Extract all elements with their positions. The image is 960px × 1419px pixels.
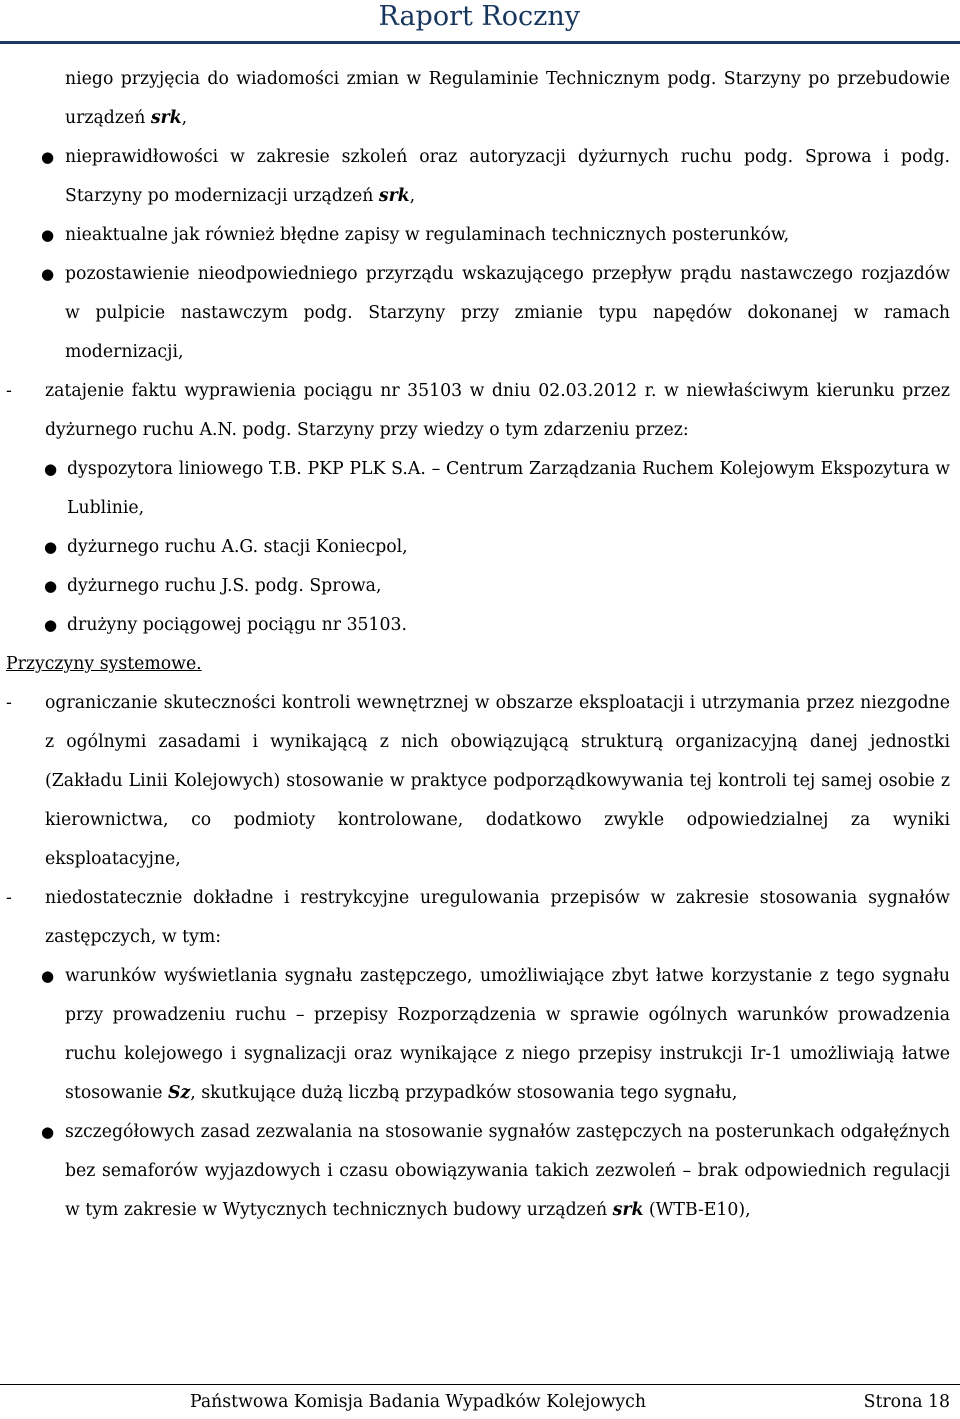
bullet-icon: ● (41, 265, 55, 283)
bullet-icon: ● (41, 967, 55, 985)
dash-text: niedostatecznie dokładne i restrykcyjne uregulowania przepisów w zakresie stosowania sygnałów zastępczych, w tym: (45, 888, 950, 947)
bullet-text: nieprawidłowości w zakresie szkoleń oraz autoryzacji dyżurnych ruchu podg. Sprowa i podg. Starzyny po modernizacji urządzeń srk, (65, 147, 950, 206)
list-item (0, 957, 960, 1113)
bullet-icon: ● (41, 226, 55, 244)
list-item (0, 528, 960, 567)
bullet-text: nieaktualne jak również błędne zapisy w regulaminach technicznych posterunków, (65, 225, 790, 245)
bullet-text: szczegółowych zasad zezwalania na stosowanie sygnałów zastępczych na posterunkach odgałęźnych bez semaforów wyjazdowych i czasu obowiązywania takich zezwoleń – brak odpowiednich regulacji w tym zakresie w Wytycznych technicznych budowy urządzeń srk (WTB-E10), (65, 1122, 950, 1220)
list-item (0, 606, 960, 645)
bullet-text: warunków wyświetlania sygnału zastępczego, umożliwiające zbyt łatwe korzystanie z tego sygnału przy prowadzeniu ruchu – przepisy Rozporządzenia w sprawie ogólnych warunków prowadzenia ruchu kolejowego i sygnalizacji oraz wynikające z niego przepisy instrukcji Ir-1 umożliwiają łatwe stosowanie Sz, skutkujące dużą liczbą przypadków stosowania tego sygnału, (65, 966, 950, 1103)
bullet-text: dyżurnego ruchu A.G. stacji Koniecpol, (67, 537, 408, 557)
list-item (0, 1113, 960, 1230)
bullet-text: dyspozytora liniowego T.B. PKP PLK S.A. – Centrum Zarządzania Ruchem Kolejowym Ekspozytura w Lublinie, (67, 459, 950, 518)
list-item (0, 138, 960, 216)
page-number: Strona 18 (863, 1392, 950, 1412)
list-item (0, 60, 960, 138)
bullet-icon: ● (41, 148, 55, 166)
list-item (0, 450, 960, 528)
dash-text: ograniczanie skuteczności kontroli wewnętrznej w obszarze eksploatacji i utrzymania przez niezgodne z ogólnymi zasadami i wynikającą z nich obowiązującą strukturą organizacyjną danej jednostki (Zakładu Linii Kolejowych) stosowanie w praktyce podporządkowywania tej kontroli tej samej osobie z kierownictwa, co podmioty kontrolowane, dodatkowo zwykle odpowiedzialnej za wyniki eksploatacyjne, (45, 693, 950, 869)
bullet-text: drużyny pociągowej pociągu nr 35103. (67, 615, 408, 635)
dash-item (0, 879, 960, 957)
dash-marker: - (6, 381, 12, 401)
footer-organization: Państwowa Komisja Badania Wypadków Kolejowych (190, 1392, 646, 1412)
bullet-icon: ● (44, 616, 58, 634)
bullet-text: niego przyjęcia do wiadomości zmian w Regulaminie Technicznym podg. Starzyny po przebudowie urządzeń srk, (65, 69, 950, 128)
section-heading: Przyczyny systemowe. (6, 654, 202, 674)
bullet-text: pozostawienie nieodpowiedniego przyrządu wskazującego przepływ prądu nastawczego rozjazdów w pulpicie nastawczym podg. Starzyny przy zmianie typu napędów dokonanej w ramach modernizacji, (65, 264, 950, 362)
dash-item (0, 684, 960, 879)
dash-text: zatajenie faktu wyprawienia pociągu nr 35103 w dniu 02.03.2012 r. w niewłaściwym kierunku przez dyżurnego ruchu A.N. podg. Starzyny przy wiedzy o tym zdarzeniu przez: (45, 381, 950, 440)
list-item (0, 567, 960, 606)
bullet-icon: ● (44, 577, 58, 595)
bullet-icon: ● (44, 460, 58, 478)
page-header (0, 0, 960, 42)
document-body (0, 60, 960, 1230)
header-title: Raport Roczny (378, 1, 580, 32)
bullet-icon: ● (41, 1123, 55, 1141)
dash-item (0, 372, 960, 450)
bullet-icon: ● (44, 538, 58, 556)
list-item (0, 216, 960, 255)
dash-marker: - (6, 888, 12, 908)
dash-marker: - (6, 693, 12, 713)
footer-rule (0, 1384, 960, 1385)
bullet-text: dyżurnego ruchu J.S. podg. Sprowa, (67, 576, 382, 596)
list-item (0, 255, 960, 372)
header-rule (0, 41, 960, 44)
